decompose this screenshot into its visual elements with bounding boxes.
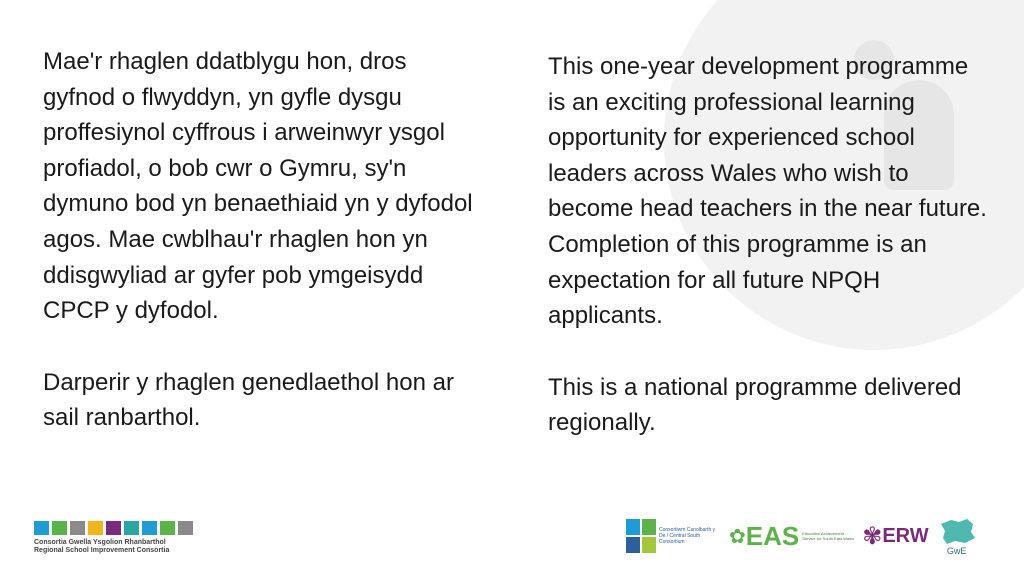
eas-logo-text: Education Achievement Service for South East Wales xyxy=(802,531,855,541)
consortia-color-square xyxy=(70,521,85,535)
consortia-english-line: Regional School Improvement Consortia xyxy=(34,547,170,554)
csc-logo xyxy=(626,519,721,553)
consortia-logo xyxy=(34,521,193,555)
consortia-color-square xyxy=(124,521,139,535)
erw-logo-mark: ERW xyxy=(882,524,929,547)
eas-logo xyxy=(729,521,854,552)
welsh-paragraph-1: Mae'r rhaglen ddatblygu hon, dros gyfnod o flwyddyn, yn gyfle dysgu proffesiynol cyffrous i arweinwyr ysgol profiadol, o bob cwr o Gymru, sy'n dymuno bod yn benaethiaid yn y dyfodol agos. Mae cwblhau'r rhaglen hon yn ddisgwyliad ar gyfer pob ymgeisydd CPCP y dyfodol. xyxy=(43,48,473,325)
english-paragraph-2: This is a national programme delivered regionally. xyxy=(548,373,962,437)
consortia-welsh-line: Consortia Gwella Ysgolion Rhanbarthol xyxy=(34,539,166,546)
csc-logo-text: Consortiwm Canolbarth y De / Central South Consortium xyxy=(659,527,716,545)
welsh-text-column xyxy=(43,44,483,436)
consortia-color-squares xyxy=(34,521,193,535)
eas-flower-icon: ✿ xyxy=(729,525,746,548)
consortia-color-square xyxy=(52,521,67,535)
partner-logos xyxy=(626,516,977,556)
consortia-color-square xyxy=(34,521,49,535)
csc-logo-mark xyxy=(626,519,656,553)
wales-map-icon xyxy=(937,516,977,546)
consortia-color-square xyxy=(160,521,175,535)
english-text-column xyxy=(548,49,988,441)
english-paragraph-1: This one-year development programme is an exciting professional learning opportunity for experienced school leaders across Wales who wish to become head teachers in the near future. Completion of this programme is an expectation for all future NPQH applicants. xyxy=(548,53,987,330)
consortia-color-square xyxy=(142,521,157,535)
erw-logo xyxy=(862,522,928,551)
consortia-color-square xyxy=(178,521,193,535)
gwe-logo xyxy=(937,516,977,556)
eas-logo-mark: EAS xyxy=(745,520,800,551)
consortia-color-square xyxy=(88,521,103,535)
erw-flower-icon: ✾ xyxy=(862,522,883,550)
consortia-caption xyxy=(34,539,193,555)
gwe-logo-mark: GwE xyxy=(946,546,967,556)
consortia-color-square xyxy=(106,521,121,535)
welsh-paragraph-2: Darperir y rhaglen genedlaethol hon ar sail ranbarthol. xyxy=(43,368,454,432)
